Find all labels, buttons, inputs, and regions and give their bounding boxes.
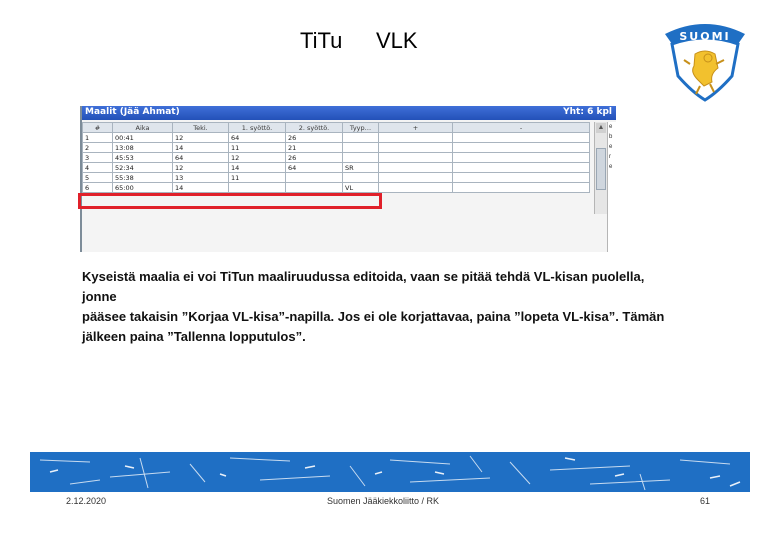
table-cell [379,133,453,143]
table-cell: 3 [83,153,113,163]
instruction-line: pääsee takaisin ”Korjaa VL-kisa”-napilla. Jos ei ole korjattavaa, paina ”lopeta VL-kisa”. Tämän [82,309,665,324]
table-cell: 12 [229,153,286,163]
title-vlk: VLK [376,28,418,53]
instruction-text [82,267,682,347]
table-cell [379,183,453,193]
table-cell [343,143,379,153]
table-cell: 45:53 [113,153,173,163]
table-cell: 26 [286,133,343,143]
table-cell [379,143,453,153]
footer-date: 2.12.2020 [66,496,107,506]
ice-texture-band [30,452,750,492]
table-cell: 26 [286,153,343,163]
scroll-up-arrow-icon[interactable]: ▲ [597,124,605,131]
column-header[interactable]: 1. syöttö. [229,123,286,133]
table-row-highlighted[interactable] [83,183,590,193]
table-cell: 4 [83,163,113,173]
table-cell: 65:00 [113,183,173,193]
window-title: Maalit (Jää Ahmat) [85,107,180,117]
table-cell: 13:08 [113,143,173,153]
column-header[interactable]: # [83,123,113,133]
table-row[interactable] [83,163,590,173]
goals-window-screenshot [80,106,616,252]
table-cell: 11 [229,173,286,183]
table-cell [379,153,453,163]
table-row[interactable] [83,143,590,153]
table-cell: 14 [229,163,286,173]
table-cell: 55:38 [113,173,173,183]
table-cell [453,133,590,143]
instruction-line: Kyseistä maalia ei voi TiTun maaliruudussa editoida, vaan se pitää tehdä VL-kisan puolella, jonne [82,269,645,304]
table-cell: 6 [83,183,113,193]
table-cell [286,173,343,183]
table-cell: 12 [173,133,229,143]
footer-page-number: 61 [700,496,711,506]
column-header[interactable]: + [379,123,453,133]
column-header[interactable]: Teki. [173,123,229,133]
column-header[interactable]: Tyyp… [343,123,379,133]
adjacent-panel-edge [607,122,616,252]
goal-total: Yht: 6 kpl [563,107,612,117]
vertical-scrollbar[interactable] [594,122,607,214]
table-header-row [83,123,590,133]
suomi-lion-logo [660,20,750,102]
edge-letter: r [609,154,611,160]
table-cell: 21 [286,143,343,153]
table-cell [379,163,453,173]
table-row[interactable] [83,153,590,163]
table-cell [453,173,590,183]
edge-letter: e [609,164,613,170]
table-cell [453,153,590,163]
table-cell: VL [343,183,379,193]
table-cell: 14 [173,183,229,193]
table-cell: 00:41 [113,133,173,143]
table-cell: SR [343,163,379,173]
table-cell: 13 [173,173,229,183]
column-header[interactable]: Aika [113,123,173,133]
table-cell: 1 [83,133,113,143]
table-cell [379,173,453,183]
table-row[interactable] [83,173,590,183]
goals-table [82,122,590,193]
table-cell: 5 [83,173,113,183]
table-cell: 64 [229,133,286,143]
title-titu: TiTu [300,28,343,53]
table-cell: 11 [229,143,286,153]
table-cell [453,183,590,193]
table-cell [453,143,590,153]
scroll-thumb[interactable] [596,148,606,190]
table-cell: 64 [286,163,343,173]
column-header[interactable]: - [453,123,590,133]
table-row[interactable] [83,133,590,143]
table-cell: 12 [173,163,229,173]
window-titlebar [82,106,616,120]
edge-letter: e [609,124,613,130]
table-cell [343,133,379,143]
table-cell: 14 [173,143,229,153]
edge-letter: e [609,144,613,150]
table-cell [343,173,379,183]
table-cell [453,163,590,173]
instruction-line: jälkeen paina ”Tallenna lopputulos”. [82,329,306,344]
table-cell: 52:34 [113,163,173,173]
table-cell [286,183,343,193]
table-cell [229,183,286,193]
table-cell [343,153,379,163]
edge-letter: b [609,134,613,140]
table-cell: 64 [173,153,229,163]
footer-organization: Suomen Jääkiekkoliitto / RK [327,496,440,506]
table-cell: 2 [83,143,113,153]
column-header[interactable]: 2. syöttö. [286,123,343,133]
highlight-box [78,193,382,209]
logo-text: SUOMI [679,30,731,43]
